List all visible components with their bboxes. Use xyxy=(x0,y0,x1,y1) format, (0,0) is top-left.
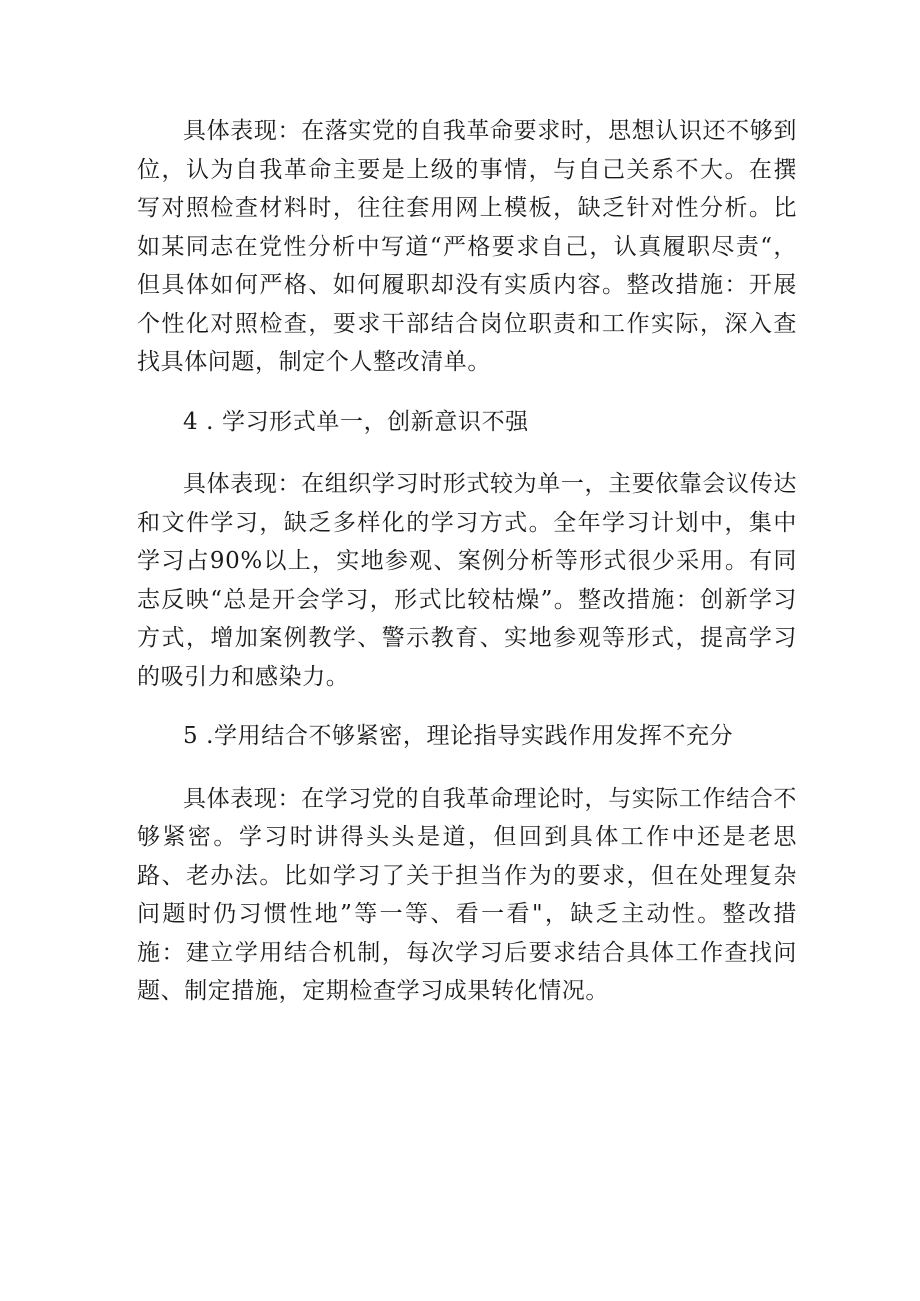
document-body xyxy=(137,112,797,1011)
section-heading-5: 5 .学用结合不够紧密，理论指导实践作用发挥不充分 xyxy=(183,723,734,749)
paragraph-theory-practice: 具体表现：在学习党的自我革命理论时，与实际工作结合不够紧密。学习时讲得头头是道，但回到具体工作中还是老思路、老办法。比如学习了关于担当作为的要求，但在处理复杂问题时仍习惯性地”等一等、看一看"，缺乏主动性。整改措施：建立学用结合机制，每次学习后要求结合具体工作查找问题、制定措施，定期检查学习成果转化情况。 xyxy=(137,785,797,1004)
paragraph-learning-format: 具体表现：在组织学习时形式较为单一，主要依靠会议传达和文件学习，缺乏多样化的学习方式。全年学习计划中，集中学习占90%以上，实地参观、案例分析等形式很少采用。有同志反映“总是开会学习，形式比较枯燥”。整改措施：创新学习方式，增加案例教学、警示教育、实地参观等形式，提高学习的吸引力和感染力。 xyxy=(137,471,797,690)
section-heading-4: 4 . 学习形式单一，创新意识不强 xyxy=(183,408,529,435)
paragraph-self-revolution-awareness: 具体表现：在落实党的自我革命要求时，思想认识还不够到位，认为自我革命主要是上级的事情，与自己关系不大。在撰写对照检查材料时，往往套用网上模板，缺乏针对性分析。比如某同志在党性分析中写道“严格要求自己，认真履职尽责“，但具体如何严格、如何履职却没有实质内容。整改措施：开展个性化对照检查，要求干部结合岗位职责和工作实际，深入查找具体问题，制定个人整改清单。 xyxy=(137,118,797,375)
